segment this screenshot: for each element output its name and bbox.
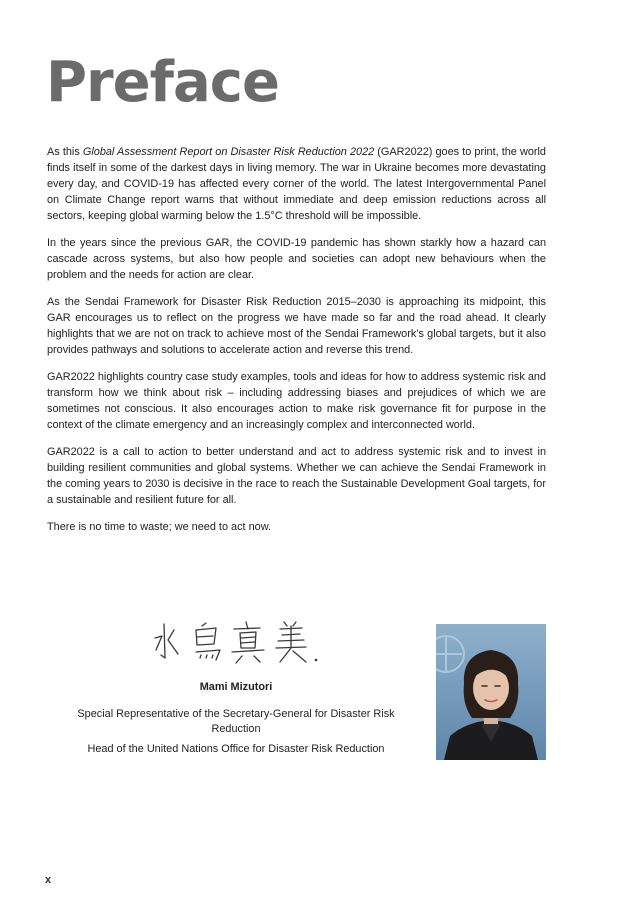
signer-title-2: Head of the United Nations Office for Disaster Risk Reduction bbox=[87, 743, 385, 755]
paragraph-2: In the years since the previous GAR, the COVID-19 pandemic has shown starkly how a hazard can cascade across systems, but also how people and societies can adopt new behaviours when the problem and the needs for action are clear. bbox=[47, 237, 546, 281]
signer-block bbox=[70, 680, 402, 762]
signer-title-1: Special Representative of the Secretary-General for Disaster Risk Reduction bbox=[77, 708, 395, 735]
paragraph-3: As the Sendai Framework for Disaster Risk Reduction 2015–2030 is approaching its midpoint, this GAR encourages us to reflect on the progress we have made so far and the road ahead. It clearly highlights that we are not on track to achieve most of the Sendai Framework’s global targets, but it also provides pathways and solutions to accelerate action and reverse this trend. bbox=[47, 296, 546, 356]
signature bbox=[150, 614, 326, 670]
page-title: Preface bbox=[46, 50, 279, 115]
paragraph-4: GAR2022 highlights country case study examples, tools and ideas for how to address systemic risk and transform how we think about risk – including addressing biases and prejudices of which we are sometimes not conscious. It also encourages action to make risk governance fit for purpose in the context of the climate emergency and an increasingly complex and interconnected world. bbox=[47, 371, 546, 431]
paragraph-1-before: As this bbox=[47, 146, 83, 158]
signer-name: Mami Mizutori bbox=[199, 681, 273, 693]
paragraph-5: GAR2022 is a call to action to better understand and act to address systemic risk and to invest in building resilient communities and global systems. Whether we can achieve the Sendai Framework in the coming years to 2030 is decisive in the race to reach the Sustainable Development Goal targets, for a sustainable and resilient future for all. bbox=[47, 446, 546, 506]
report-title-italic: Global Assessment Report on Disaster Risk Reduction 2022 bbox=[82, 146, 375, 158]
portrait-photo bbox=[436, 624, 546, 760]
paragraph-1 bbox=[47, 144, 546, 224]
preface-body bbox=[47, 144, 546, 546]
paragraph-1-after: (GAR2022) goes to print, the world finds itself in some of the darkest days in living memory. The war in Ukraine becomes more devastating every day, and COVID-19 has affected every corner of the world. The latest Intergovernmental Panel on Climate Change report warns that without immediate and deep emission reductions across all sectors, keeping global warming below the 1.5°C threshold will be impossible. bbox=[47, 146, 546, 222]
paragraph-6: There is no time to waste; we need to act now. bbox=[47, 521, 271, 533]
page-number: x bbox=[45, 874, 52, 886]
